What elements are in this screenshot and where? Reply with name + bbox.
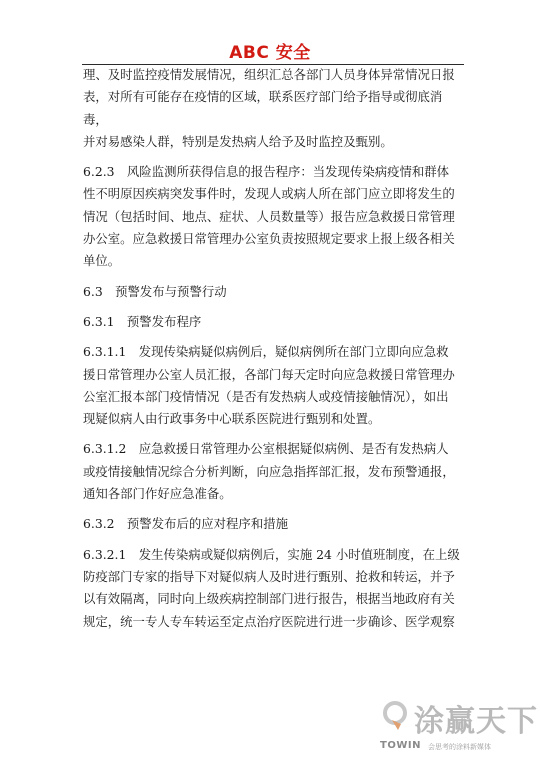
paragraph-6-3-2-1 bbox=[83, 544, 465, 633]
paragraph-6-2-3 bbox=[83, 161, 465, 272]
towin-watermark bbox=[376, 694, 538, 758]
text-line: 现疑似病人由行政事务中心联系医院进行甄别和处置。 bbox=[83, 411, 381, 427]
text-line: 通知各部门作好应急准备。 bbox=[83, 486, 232, 502]
text-line: 规定，统一专人专车转运至定点治疗医院进行进一步确诊、医学观察 bbox=[83, 613, 455, 629]
text-line: 6.2.3 风险监测所获得信息的报告程序：当发现传染病疫情和群体 bbox=[83, 164, 450, 180]
text-line: 办公室。应急救援日常管理办公室负责按照规定要求上报上级各相关 bbox=[83, 231, 455, 247]
text-line: 情况（包括时间、地点、症状、人员数量等）报告应急救援日常管理 bbox=[83, 208, 455, 224]
text-line: 6.3.1.1 发现传染病疑似病例后，疑似病例所在部门立即向应急救 bbox=[83, 344, 449, 360]
paragraph-6-3-1-2 bbox=[83, 438, 465, 505]
document-body bbox=[83, 64, 465, 633]
text-line: 单位。 bbox=[83, 253, 121, 269]
text-line: 或疫情接触情况综合分析判断，向应急指挥部汇报，发布预警通报， bbox=[83, 463, 455, 479]
heading-6-3-1: 6.3.1 预警发布程序 bbox=[83, 313, 202, 329]
heading-6-3-2: 6.3.2 预警发布后的应对程序和措施 bbox=[83, 516, 288, 532]
heading-6-3: 6.3 预警发布与预警行动 bbox=[83, 283, 227, 299]
document-header-title: ABC 安全 bbox=[229, 43, 311, 63]
paragraph-monitoring-continued bbox=[83, 64, 465, 153]
text-line: 表，对所有可能存在疫情的区域，联系医疗部门给予指导或彻底消毒， bbox=[83, 89, 443, 127]
text-line: 公室汇报本部门疫情情况（是否有发热病人或疫情接触情况），如出 bbox=[83, 388, 449, 404]
towin-logo-icon bbox=[382, 700, 408, 732]
watermark-tagline: 会思考的涂料新媒体 bbox=[428, 743, 491, 751]
watermark-brand-cn: 涂赢天下 bbox=[414, 704, 538, 739]
text-line: 防疫部门专家的指导下对疑似病人及时进行甄别、抢救和转运，并予 bbox=[83, 568, 455, 584]
watermark-brand-en: TOWIN bbox=[380, 740, 421, 751]
text-line: 6.3.2.1 发生传染病或疑似病例后，实施 24 小时值班制度，在上级 bbox=[83, 546, 460, 562]
text-line: 并对易感染人群，特别是发热病人给予及时监控及甄别。 bbox=[83, 133, 393, 149]
text-line: 理、及时监控疫情发展情况，组织汇总各部门人员身体异常情况日报 bbox=[83, 67, 455, 82]
paragraph-6-3-1-1 bbox=[83, 341, 465, 430]
text-line: 援日常管理办公室人员汇报，各部门每天定时向应急救援日常管理办 bbox=[83, 366, 455, 382]
text-line: 性不明原因疾病突发事件时，发现人或病人所在部门应立即将发生的 bbox=[83, 186, 455, 202]
text-line: 6.3.1.2 应急救援日常管理办公室根据疑似病例、是否有发热病人 bbox=[83, 441, 449, 457]
text-line: 以有效隔离，同时向上级疾病控制部门进行报告，根据当地政府有关 bbox=[83, 591, 455, 607]
